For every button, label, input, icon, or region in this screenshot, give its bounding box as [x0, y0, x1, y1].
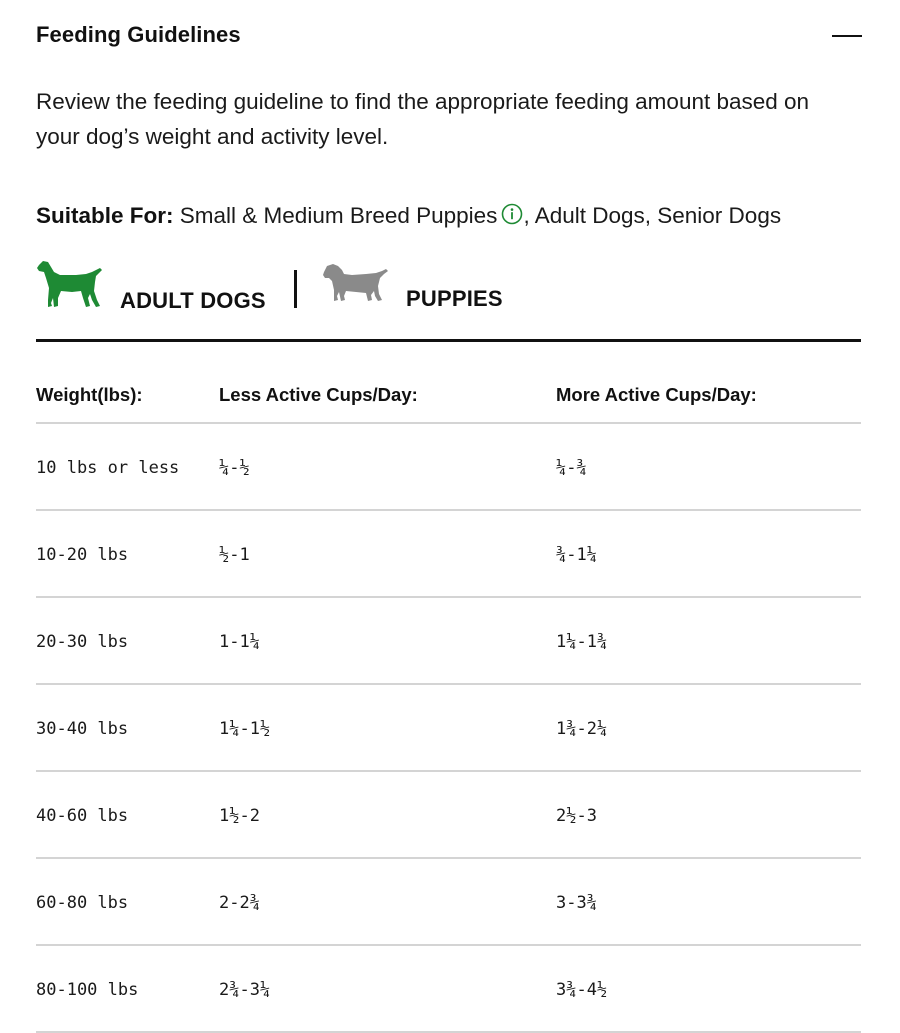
suitable-for-rest: , Adult Dogs, Senior Dogs: [523, 203, 782, 228]
header-weight: Weight(lbs):: [36, 384, 143, 405]
tab-adult-dogs-label: ADULT DOGS: [120, 288, 266, 313]
puppy-icon: [322, 262, 390, 306]
weight-cell: 20-30 lbs: [36, 632, 129, 652]
weight-cell: 40-60 lbs: [36, 806, 129, 826]
header-less-active: Less Active Cups/Day:: [219, 384, 418, 405]
table-row: [36, 946, 861, 1033]
weight-cell: 80-100 lbs: [36, 980, 139, 1000]
tab-puppies-label: PUPPIES: [406, 286, 503, 311]
header-more-active: More Active Cups/Day:: [556, 384, 757, 405]
more-active-cell: 1¼-1¾: [556, 632, 608, 652]
accordion-header[interactable]: [36, 20, 862, 54]
weight-cell: 10 lbs or less: [36, 458, 180, 478]
more-active-cell: ¼-¾: [556, 458, 587, 478]
suitable-for-line: [36, 199, 876, 235]
tab-adult-dogs[interactable]: [36, 258, 286, 318]
less-active-cell: 1¼-1½: [219, 719, 271, 739]
table-row: [36, 772, 861, 859]
table-row: [36, 424, 861, 511]
less-active-cell: 1-1¼: [219, 632, 260, 652]
less-active-cell: ½-1: [219, 545, 250, 565]
table-header-row: [36, 342, 861, 424]
more-active-cell: 2½-3: [556, 806, 597, 826]
weight-cell: 30-40 lbs: [36, 719, 129, 739]
suitable-for-label: Suitable For:: [36, 203, 174, 228]
table-row: [36, 859, 861, 946]
weight-cell: 60-80 lbs: [36, 893, 129, 913]
less-active-cell: ¼-½: [219, 458, 250, 478]
section-title: Feeding Guidelines: [36, 22, 241, 47]
tab-divider: [294, 270, 297, 308]
table-row: [36, 685, 861, 772]
weight-cell: 10-20 lbs: [36, 545, 129, 565]
info-icon[interactable]: [501, 201, 523, 235]
less-active-cell: 2-2¾: [219, 893, 260, 913]
more-active-cell: 3-3¾: [556, 893, 597, 913]
more-active-cell: 1¾-2¼: [556, 719, 608, 739]
table-row: [36, 598, 861, 685]
less-active-cell: 2¾-3¼: [219, 980, 271, 1000]
suitable-for-first-item: Small & Medium Breed Puppies: [179, 203, 498, 228]
less-active-cell: 1½-2: [219, 806, 260, 826]
intro-text: Review the feeding guideline to find the appropriate feeding amount based on your dog’s weight and activity level.: [36, 89, 810, 149]
tab-puppies[interactable]: [322, 262, 522, 318]
collapse-minus-icon[interactable]: [832, 35, 862, 37]
adult-dog-icon: [36, 258, 104, 310]
table-row: [36, 511, 861, 598]
more-active-cell: 3¾-4½: [556, 980, 608, 1000]
more-active-cell: ¾-1¼: [556, 545, 597, 565]
feeding-table: [36, 342, 861, 1033]
